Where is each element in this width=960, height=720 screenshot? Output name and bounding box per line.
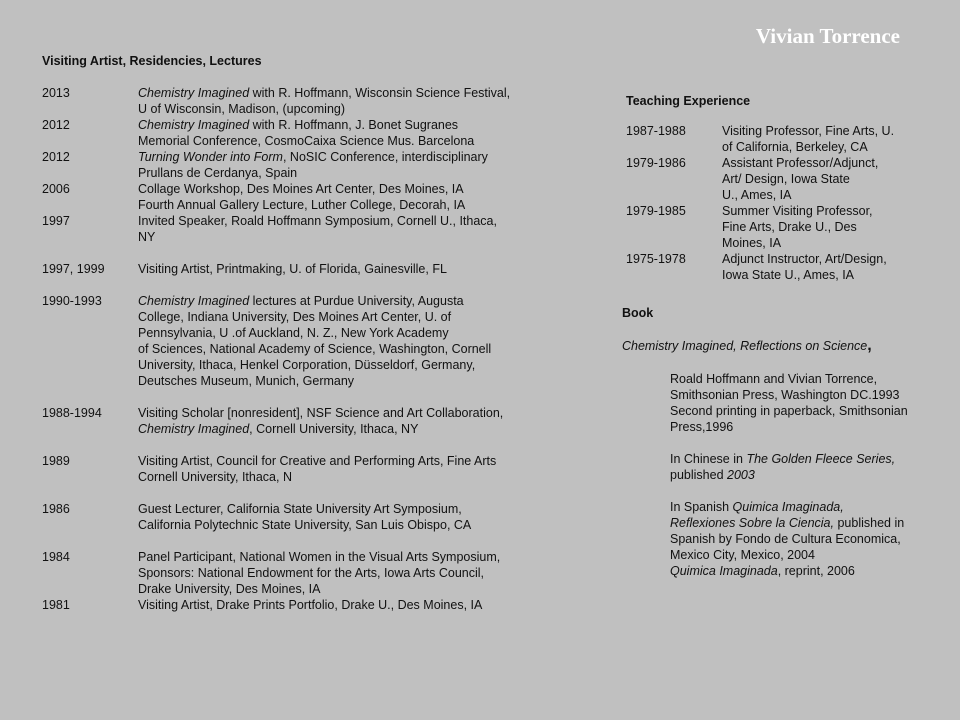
text-line xyxy=(670,371,932,387)
text-line: Visiting Professor, Fine Arts, U. xyxy=(722,124,895,138)
text-line xyxy=(138,85,552,101)
entry-year: 1986 xyxy=(42,502,70,516)
teaching-years: 1975-1978 xyxy=(626,252,686,266)
entry-row xyxy=(42,117,552,149)
text-line xyxy=(138,517,552,533)
text-segment: Visiting Scholar [nonresident], NSF Science and Art Collaboration, xyxy=(138,406,504,420)
text-segment: Memorial Conference, CosmoCaixa Science Mus. Barcelona xyxy=(138,134,475,148)
entry-row xyxy=(42,597,552,613)
visiting-artist-list xyxy=(42,85,552,613)
text-line xyxy=(138,453,552,469)
teaching-row xyxy=(626,203,932,251)
entry-text xyxy=(138,597,552,613)
text-segment: Drake University, Des Moines, IA xyxy=(138,582,321,596)
text-segment: Invited Speaker, Roald Hoffmann Symposium, Cornell U., Ithaca, xyxy=(138,214,497,228)
text-line: Art/ Design, Iowa State xyxy=(722,172,850,186)
text-segment: Visiting Artist, Council for Creative and Performing Arts, Fine Arts xyxy=(138,454,497,468)
text-line: Assistant Professor/Adjunct, xyxy=(722,156,879,170)
text-segment: Pennsylvania, U .of Auckland, N. Z., New York Academy xyxy=(138,326,449,340)
entry-row xyxy=(42,549,552,597)
text-line xyxy=(138,325,552,341)
text-segment: College, Indiana University, Des Moines Art Center, U. of xyxy=(138,310,452,324)
italic-text: Chemistry Imagined xyxy=(138,294,250,308)
text-segment: with R. Hoffmann, J. Bonet Sugranes xyxy=(249,118,459,132)
entry-text xyxy=(138,117,552,149)
text-segment: Sponsors: National Endowment for the Arts, Iowa Arts Council, xyxy=(138,566,485,580)
text-line: Adjunct Instructor, Art/Design, xyxy=(722,252,887,266)
section-title: Visiting Artist, Residencies, Lectures xyxy=(42,54,262,68)
italic-text: Chemistry Imagined xyxy=(138,118,250,132)
text-segment: Cornell University, Ithaca, N xyxy=(138,470,292,484)
entry-text xyxy=(138,213,552,245)
book-details xyxy=(622,371,932,579)
text-segment: Collage Workshop, Des Moines Art Center, Des Moines, IA xyxy=(138,182,464,196)
entry-year: 1981 xyxy=(42,598,70,612)
entry-year: 1990-1993 xyxy=(42,294,102,308)
text-segment: , NoSIC Conference, interdisciplinary xyxy=(282,150,488,164)
text-line xyxy=(138,117,552,133)
text-line xyxy=(138,421,552,437)
text-segment: Deutsches Museum, Munich, Germany xyxy=(138,374,355,388)
entry-row xyxy=(42,181,552,213)
text-line xyxy=(670,419,932,435)
text-segment: Press,1996 xyxy=(670,420,734,434)
entry-year: 2013 xyxy=(42,86,70,100)
text-segment: Second printing in paperback, Smithsonian xyxy=(670,404,908,418)
text-segment: In Spanish xyxy=(670,500,733,514)
entry-row xyxy=(42,261,552,277)
entry-year: 2012 xyxy=(42,150,70,164)
text-segment: U of Wisconsin, Madison, (upcoming) xyxy=(138,102,346,116)
text-segment: of Sciences, National Academy of Science, Washington, Cornell xyxy=(138,342,492,356)
text-segment: Smithsonian Press, Washington DC.1993 xyxy=(670,388,900,402)
entry-row xyxy=(42,293,552,389)
teaching-row xyxy=(626,251,932,283)
text-line xyxy=(670,387,932,403)
text-segment: Roald Hoffmann and Vivian Torrence, xyxy=(670,372,878,386)
text-line xyxy=(138,597,552,613)
italic-text: 2003 xyxy=(727,468,755,482)
text-line xyxy=(670,499,932,515)
teaching-row xyxy=(626,155,932,203)
entry-text xyxy=(138,149,552,181)
text-line xyxy=(670,515,932,531)
teaching-row xyxy=(626,123,932,155)
visiting-artist-section xyxy=(42,53,552,613)
entry-year: 2006 xyxy=(42,182,70,196)
teaching-text xyxy=(722,123,922,155)
text-line: Fine Arts, Drake U., Des xyxy=(722,220,857,234)
text-line xyxy=(138,373,552,389)
entry-year: 1984 xyxy=(42,550,70,564)
text-line xyxy=(138,149,552,165)
teaching-years: 1979-1986 xyxy=(626,156,686,170)
text-line: Summer Visiting Professor, xyxy=(722,204,873,218)
italic-text: The Golden Fleece Series, xyxy=(746,452,896,466)
text-segment: University, Ithaca, Henkel Corporation, Düsseldorf, Germany, xyxy=(138,358,476,372)
book-edition xyxy=(670,451,932,483)
book-title: Chemistry Imagined, Reflections on Science xyxy=(622,339,868,353)
text-segment: with R. Hoffmann, Wisconsin Science Festival, xyxy=(249,86,511,100)
italic-text: Turning Wonder into Form xyxy=(138,150,283,164)
text-line xyxy=(138,101,552,117)
entry-text xyxy=(138,549,552,597)
right-column xyxy=(622,93,932,579)
entry-row xyxy=(42,149,552,181)
text-line xyxy=(138,197,552,213)
text-line xyxy=(138,261,552,277)
text-line xyxy=(138,293,552,309)
entry-text xyxy=(138,181,552,213)
teaching-text xyxy=(722,203,922,251)
italic-text: Quimica Imaginada, xyxy=(732,500,844,514)
author-name: Vivian Torrence xyxy=(755,24,900,48)
text-segment: Visiting Artist, Drake Prints Portfolio, Drake U., Des Moines, IA xyxy=(138,598,483,612)
entry-year: 2012 xyxy=(42,118,70,132)
text-line xyxy=(138,229,552,245)
text-line xyxy=(670,403,932,419)
teaching-years: 1979-1985 xyxy=(626,204,686,218)
text-segment: Panel Participant, National Women in the Visual Arts Symposium, xyxy=(138,550,501,564)
entry-text xyxy=(138,261,552,277)
text-line xyxy=(138,181,552,197)
text-segment: published in xyxy=(833,516,905,530)
book-edition xyxy=(670,371,932,435)
entry-year: 1988-1994 xyxy=(42,406,102,420)
teaching-text xyxy=(722,155,922,203)
text-segment: Visiting Artist, Printmaking, U. of Florida, Gainesville, FL xyxy=(138,262,447,276)
entry-text xyxy=(138,453,552,485)
text-segment: NY xyxy=(138,230,156,244)
text-line xyxy=(138,133,552,149)
text-segment: lectures at Purdue University, Augusta xyxy=(249,294,464,308)
text-line xyxy=(138,357,552,373)
book-title-line: Chemistry Imagined, Reflections on Science, xyxy=(622,337,872,354)
text-line xyxy=(138,341,552,357)
text-line: Iowa State U., Ames, IA xyxy=(722,268,855,282)
entry-text xyxy=(138,405,552,437)
text-line xyxy=(670,547,932,563)
text-line: of California, Berkeley, CA xyxy=(722,140,868,154)
entry-row xyxy=(42,453,552,485)
text-line xyxy=(138,565,552,581)
entry-text xyxy=(138,501,552,533)
text-line xyxy=(138,309,552,325)
text-line xyxy=(138,213,552,229)
text-line xyxy=(670,451,932,467)
book-section-title: Book xyxy=(622,306,654,320)
entry-row xyxy=(42,213,552,245)
entry-text xyxy=(138,293,552,389)
text-line xyxy=(138,581,552,597)
italic-text: Chemistry Imagined xyxy=(138,86,250,100)
text-line xyxy=(138,165,552,181)
book-edition xyxy=(670,499,932,579)
text-line xyxy=(138,405,552,421)
teaching-text xyxy=(722,251,922,283)
text-segment: , Cornell University, Ithaca, NY xyxy=(249,422,419,436)
entry-year: 1997, 1999 xyxy=(42,262,105,276)
text-line: Moines, IA xyxy=(722,236,782,250)
text-line xyxy=(670,467,932,483)
italic-text: Chemistry Imagined xyxy=(138,422,250,436)
text-segment: California Polytechnic State University, San Luis Obispo, CA xyxy=(138,518,472,532)
text-line xyxy=(670,531,932,547)
text-line xyxy=(138,549,552,565)
entry-year: 1989 xyxy=(42,454,70,468)
text-segment: Prullans de Cerdanya, Spain xyxy=(138,166,298,180)
text-segment: Mexico City, Mexico, 2004 xyxy=(670,548,815,562)
italic-text: Reflexiones Sobre la Ciencia, xyxy=(670,516,834,530)
text-line xyxy=(138,469,552,485)
teaching-list xyxy=(626,123,932,283)
text-segment: published xyxy=(670,468,727,482)
entry-row xyxy=(42,85,552,117)
text-segment: Guest Lecturer, California State University Art Symposium, xyxy=(138,502,462,516)
entry-row xyxy=(42,405,552,437)
teaching-years: 1987-1988 xyxy=(626,124,686,138)
text-segment: , reprint, 2006 xyxy=(777,564,855,578)
text-line: U., Ames, IA xyxy=(722,188,792,202)
text-segment: Fourth Annual Gallery Lecture, Luther College, Decorah, IA xyxy=(138,198,466,212)
entry-row xyxy=(42,501,552,533)
italic-text: Quimica Imaginada xyxy=(670,564,778,578)
text-line xyxy=(670,563,932,579)
text-segment: Spanish by Fondo de Cultura Economica, xyxy=(670,532,901,546)
entry-year: 1997 xyxy=(42,214,70,228)
text-segment: In Chinese in xyxy=(670,452,747,466)
text-line xyxy=(138,501,552,517)
entry-text xyxy=(138,85,552,117)
teaching-title: Teaching Experience xyxy=(626,94,751,108)
